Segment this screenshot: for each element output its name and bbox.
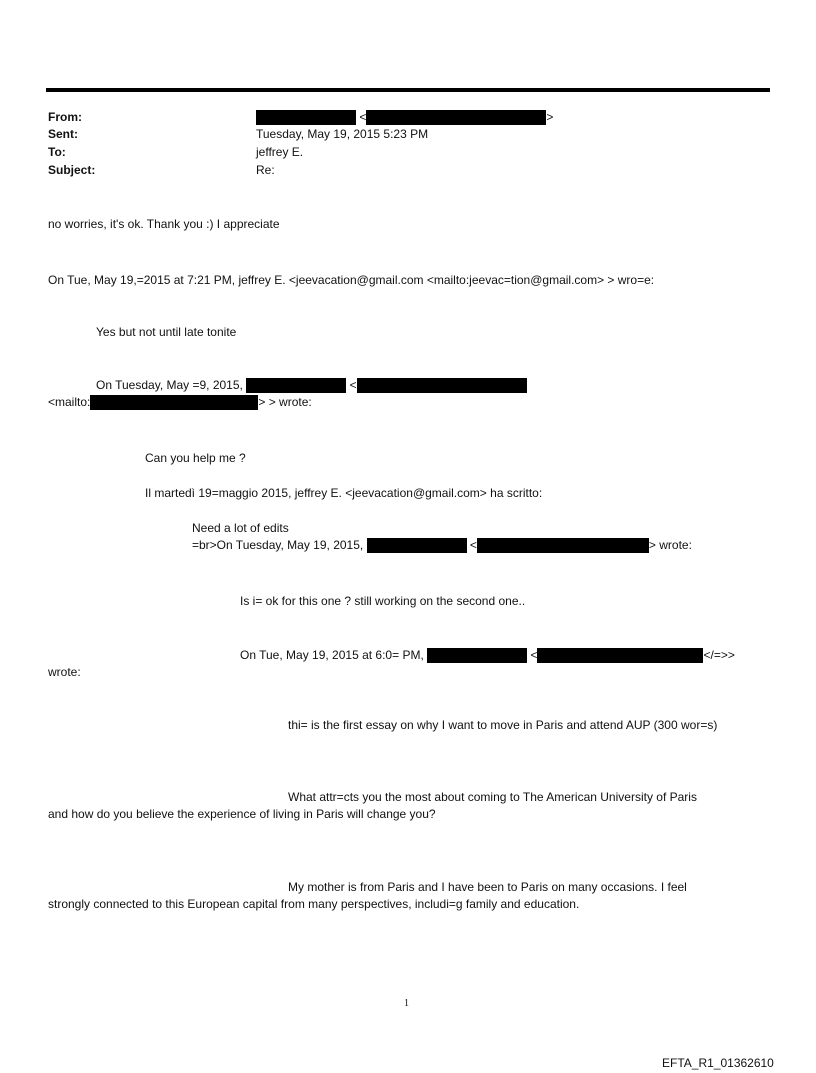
body-line-9-text: =br>On Tuesday, May 19, 2015, xyxy=(192,538,364,552)
body-line-8: Need a lot of edits xyxy=(192,521,289,535)
to-value: jeffrey E. xyxy=(256,145,304,159)
body-line-5-text: <mailto: xyxy=(48,395,91,409)
body-line-2: On Tue, May 19,=2015 at 7:21 PM, jeffrey E. <jeevacation@gmail.com <mailto:jeevac=tion@gmail.com> > wro=e: xyxy=(48,273,655,287)
redaction-block xyxy=(477,538,649,553)
body-line-5 xyxy=(48,395,312,410)
redaction-block xyxy=(537,648,703,663)
body-line-16: My mother is from Paris and I have been to Paris on many occasions. I feel xyxy=(288,880,687,894)
body-line-11-tail: </=>> xyxy=(703,648,735,662)
body-line-14: What attr=cts you the most about coming to The American University of Paris xyxy=(288,790,697,804)
page-number: 1 xyxy=(404,998,409,1009)
from-gt: > xyxy=(546,110,554,124)
redaction-block xyxy=(256,110,356,125)
redaction-block xyxy=(357,378,527,393)
body-line-11-text: On Tue, May 19, 2015 at 6:0= PM, xyxy=(240,648,424,662)
body-line-5-tail: > > wrote: xyxy=(258,395,312,409)
body-line-13: thi= is the first essay on why I want to move in Paris and attend AUP (300 wor=s) xyxy=(288,718,718,732)
header-rule xyxy=(46,88,770,92)
redaction-block xyxy=(246,378,346,393)
redaction-block xyxy=(427,648,527,663)
from-lt: < xyxy=(359,110,367,124)
body-line-4 xyxy=(96,378,527,393)
body-line-10: Is i= ok for this one ? still working on the second one.. xyxy=(240,594,526,608)
body-line-4-lt: < xyxy=(349,378,357,392)
body-line-6: Can you help me ? xyxy=(145,451,246,465)
redaction-block xyxy=(90,395,258,410)
body-line-4-text: On Tuesday, May =9, 2015, xyxy=(96,378,243,392)
from-value xyxy=(256,110,553,125)
subject-value: Re: xyxy=(256,163,275,177)
subject-label: Subject: xyxy=(48,163,96,177)
sent-label: Sent: xyxy=(48,127,78,141)
body-line-9 xyxy=(192,538,692,553)
to-label: To: xyxy=(48,145,66,159)
redaction-block xyxy=(366,110,546,125)
body-line-3: Yes but not until late tonite xyxy=(96,325,237,339)
body-line-9-lt: < xyxy=(469,538,477,552)
body-line-12: wrote: xyxy=(48,665,81,679)
body-line-7: Il martedì 19=maggio 2015, jeffrey E. <jeevacation@gmail.com> ha scritto: xyxy=(145,486,543,500)
body-line-11 xyxy=(240,648,735,663)
footer-document-id: EFTA_R1_01362610 xyxy=(662,1056,774,1070)
body-line-1: no worries, it's ok. Thank you :) I appreciate xyxy=(48,217,280,231)
redaction-block xyxy=(367,538,467,553)
body-line-15: and how do you believe the experience of living in Paris will change you? xyxy=(48,807,436,821)
body-line-11-lt: < xyxy=(530,648,538,662)
sent-value: Tuesday, May 19, 2015 5:23 PM xyxy=(256,127,429,141)
body-line-17: strongly connected to this European capital from many perspectives, includi=g family and education. xyxy=(48,897,580,911)
body-line-9-tail: > wrote: xyxy=(648,538,692,552)
from-label: From: xyxy=(48,110,82,124)
